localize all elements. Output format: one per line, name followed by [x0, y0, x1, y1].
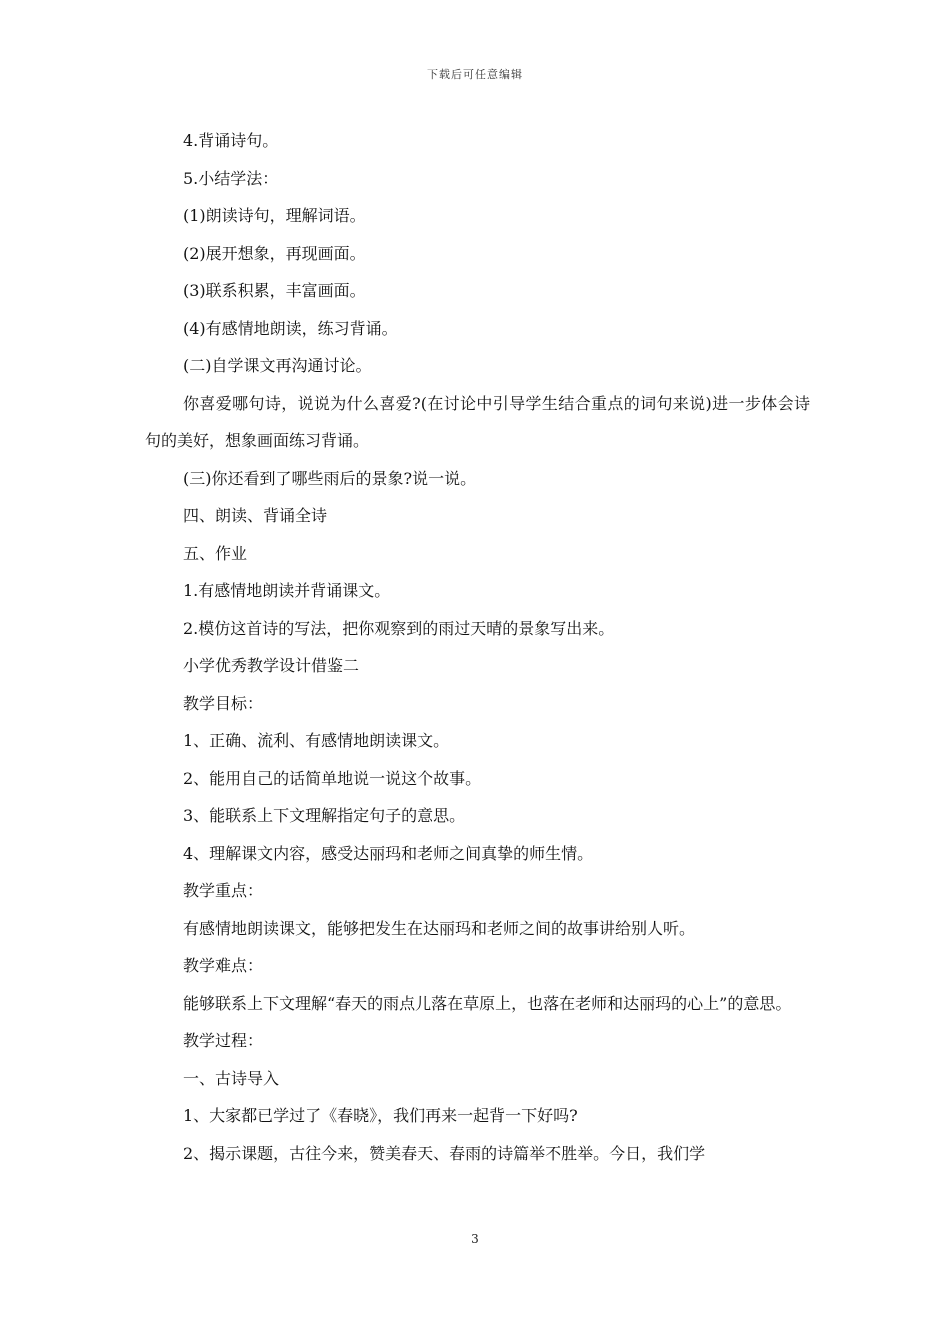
paragraph: (二)自学课文再沟通讨论。 [183, 356, 372, 375]
paragraph: 2、能用自己的话简单地说一说这个故事。 [183, 768, 482, 788]
paragraph: 教学重点： [183, 881, 264, 900]
paragraph: 你喜爱哪句诗，说说为什么喜爱?(在讨论中引导学生结合重点的词句来说)进一步体会诗句的美好，想象画面练习背诵。 [145, 393, 810, 450]
document-body [145, 122, 810, 1172]
paragraph: 能够联系上下文理解“春天的雨点儿落在草原上，也落在老师和达丽玛的心上”的意思。 [183, 993, 792, 1013]
paragraph: 有感情地朗读课文，能够把发生在达丽玛和老师之间的故事讲给别人听。 [183, 918, 696, 938]
paragraph: 2、揭示课题，古往今来，赞美春天、春雨的诗篇举不胜举。今日，我们学 [183, 1143, 706, 1163]
paragraph: 4.背诵诗句。 [183, 131, 279, 150]
paragraph: 1、大家都已学过了《春晓》，我们再来一起背一下好吗? [183, 1106, 578, 1125]
paragraph: 小学优秀教学设计借鉴二 [183, 656, 360, 675]
paragraph: (3)联系积累，丰富画面。 [183, 281, 366, 300]
paragraph: 教学目标： [183, 693, 264, 713]
paragraph: 四、朗读、背诵全诗 [183, 506, 328, 525]
paragraph: 1、正确、流利、有感情地朗读课文。 [183, 731, 450, 750]
paragraph: (1)朗读诗句，理解词语。 [183, 206, 366, 225]
paragraph: 五、作业 [183, 543, 248, 563]
page-number: 3 [471, 1232, 479, 1246]
paragraph: 2.模仿这首诗的写法，把你观察到的雨过天晴的景象写出来。 [183, 618, 615, 638]
paragraph: (三)你还看到了哪些雨后的景象?说一说。 [183, 468, 477, 488]
paragraph: (4)有感情地朗读，练习背诵。 [183, 318, 398, 338]
paragraph: 3、能联系上下文理解指定句子的意思。 [183, 806, 466, 825]
paragraph: 教学难点： [183, 956, 264, 975]
paragraph: (2)展开想象，再现画面。 [183, 243, 366, 263]
paragraph: 1.有感情地朗读并背诵课文。 [183, 581, 391, 600]
paragraph: 5.小结学法： [183, 168, 279, 188]
paragraph: 4、理解课文内容，感受达丽玛和老师之间真挚的师生情。 [183, 843, 594, 863]
paragraph: 一、古诗导入 [183, 1068, 280, 1088]
page-header: 下载后可任意编辑 [427, 68, 523, 81]
paragraph: 教学过程： [183, 1031, 264, 1050]
